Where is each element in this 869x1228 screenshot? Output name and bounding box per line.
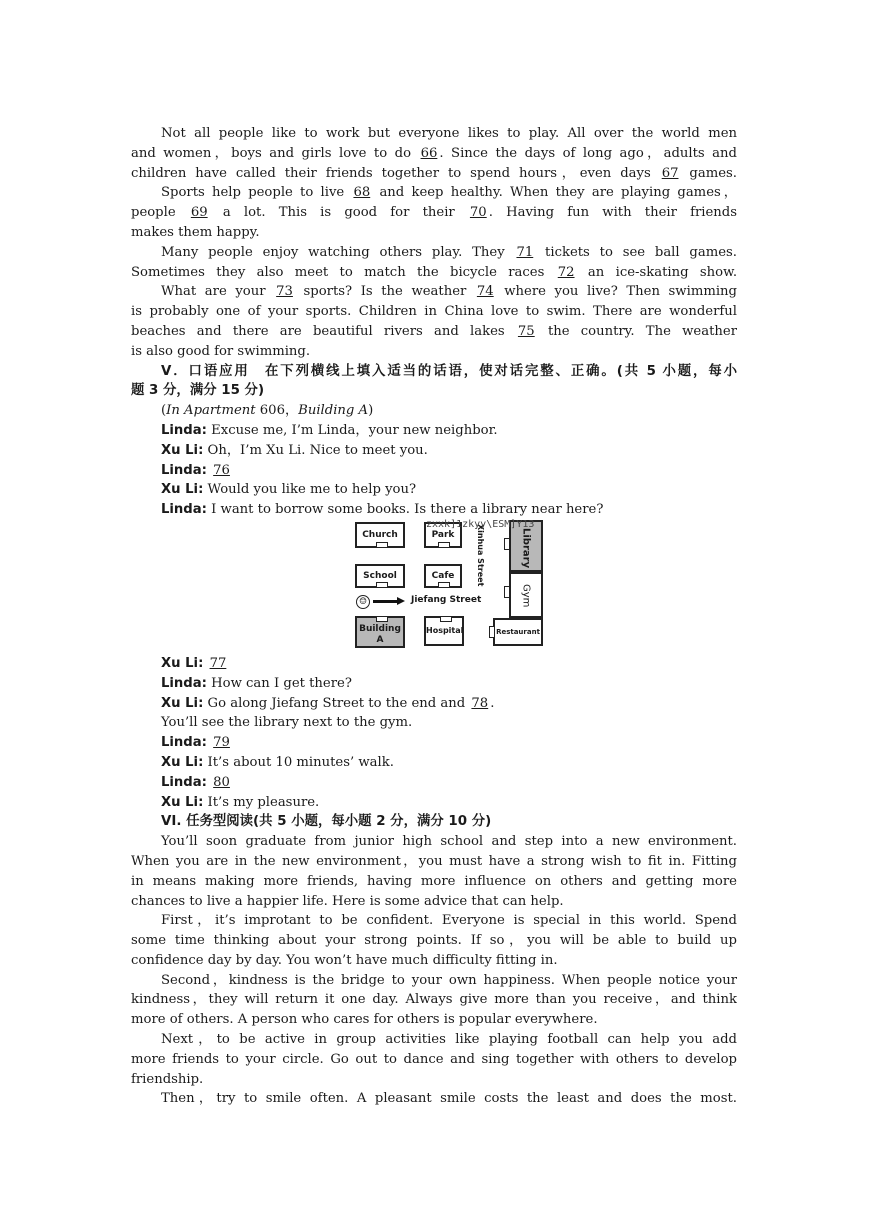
passage-line: Sometimes they also meet to match the bicycle races 72 an ice-skating show. <box>131 263 737 283</box>
person-icon: ☺ <box>356 595 370 609</box>
blank-76[interactable]: 76 <box>213 462 230 478</box>
dialogue-line: Linda: 79 <box>131 733 737 753</box>
reading-line: confidence day by day. You won’t have much difficulty fitting in. <box>131 952 558 968</box>
blank-69[interactable]: 69 <box>190 205 208 221</box>
passage-line: people 69 a lot. This is good for their 70 . Having fun with their friends <box>131 203 737 223</box>
dialogue-line: Linda: I want to borrow some books. Is there a library near here? <box>161 502 604 518</box>
hospital-building: Hospital <box>424 616 464 646</box>
reading-line: in means making more friends, having more influence on others and getting more <box>131 873 737 889</box>
gym-building: Gym <box>509 572 543 618</box>
reading-line: Then，try to smile often. A pleasant smile costs the least and does the most. <box>161 1091 737 1107</box>
arrow-right-icon <box>373 600 399 603</box>
reading-line: When you are in the new environment，you must have a strong wish to fit in. Fitting <box>131 853 737 869</box>
section-heading: 题 3 分，满分 15 分) <box>131 383 265 399</box>
reading-line: some time thinking about your strong points. If so，you will be able to build up <box>131 933 737 949</box>
blank-68[interactable]: 68 <box>353 185 371 201</box>
reading-line: Next，to be active in group activities like playing football can help you add <box>161 1032 737 1048</box>
map-figure <box>131 520 737 654</box>
passage-line: Sports help people to live 68 and keep healthy. When they are playing games， <box>131 183 737 203</box>
street-map <box>355 520 545 650</box>
section-heading: VI. 任务型阅读(共 5 小题，每小题 2 分，满分 10 分) <box>161 814 492 830</box>
dialogue-line: You’ll see the library next to the gym. <box>161 715 413 731</box>
reading-line: more of others. A person who cares for others is popular everywhere. <box>131 1012 598 1028</box>
watermark: zxxk]1zkyy\ESM]Y13 <box>426 518 535 530</box>
restaurant-door <box>489 626 495 638</box>
passage-line: makes them happy. <box>131 224 260 240</box>
blank-71[interactable]: 71 <box>516 244 534 260</box>
dialogue-setting: (In Apartment 606，Building A) <box>161 403 374 419</box>
dialogue-line: Linda: Excuse me, I’m Linda，your new neighbor. <box>161 422 498 438</box>
passage-line: and women，boys and girls love to do 66 . Since the days of long ago，adults and <box>131 144 737 164</box>
dialogue-line: Xu Li: It’s my pleasure. <box>161 794 320 810</box>
restaurant-building: Restaurant <box>493 618 543 646</box>
dialogue-line: Linda: How can I get there? <box>161 675 352 691</box>
blank-78[interactable]: 78 <box>471 695 489 711</box>
section-heading: V．口语应用 在下列横线上填入适当的话语，使对话完整、正确。(共 5 小题，每小 <box>161 363 737 379</box>
dialogue-line: Xu Li: 77 <box>131 654 737 674</box>
library-door <box>504 538 510 550</box>
passage-line: Not all people like to work but everyone likes to play. All over the world men <box>161 126 737 141</box>
passage-line: children have called their friends together to spend hours，even days 67 games. <box>131 164 737 184</box>
blank-66[interactable]: 66 <box>420 145 438 161</box>
dialogue-line: Xu Li: It’s about 10 minutes’ walk. <box>161 754 394 770</box>
reading-line: kindness，they will return it one day. Always give more than you receive，and think <box>131 992 737 1008</box>
blank-74[interactable]: 74 <box>476 284 494 300</box>
exam-page <box>131 124 737 1109</box>
passage-line: What are your 73 sports? Is the weather 74 where you live? Then swimming <box>131 282 737 302</box>
passage-line: is probably one of your sports. Children in China love to swim. There are wonderful <box>131 304 737 320</box>
blank-73[interactable]: 73 <box>276 284 293 300</box>
park-area: Park <box>424 522 462 548</box>
arrow-head-icon <box>397 597 405 605</box>
passage-line: Many people enjoy watching others play. They 71 tickets to see ball games. <box>131 243 737 263</box>
cafe-building: Cafe <box>424 564 462 588</box>
library-building: Library <box>509 520 543 572</box>
dialogue-line: Xu Li: Would you like me to help you? <box>161 482 417 498</box>
blank-80[interactable]: 80 <box>213 774 230 790</box>
reading-line: You’ll soon graduate from junior high school and step into a new environment. <box>161 834 737 850</box>
reading-line: First，it’s improtant to be confident. Everyone is special in this world. Spend <box>161 913 737 929</box>
blank-75[interactable]: 75 <box>517 323 535 339</box>
reading-line: more friends to your circle. Go out to dance and sing together with others to develop <box>131 1051 737 1067</box>
blank-70[interactable]: 70 <box>469 205 487 221</box>
dialogue-line: Linda: 76 <box>131 461 737 481</box>
reading-line: Second，kindness is the bridge to your own happiness. When people notice your <box>161 972 737 988</box>
church-building: Church <box>355 522 405 548</box>
building-a: Building A <box>355 616 405 648</box>
passage-line: beaches and there are beautiful rivers and lakes 75 the country. The weather <box>131 322 737 342</box>
xinhua-street-label: Xinhua Street <box>476 523 485 587</box>
dialogue-line: Xu Li: Go along Jiefang Street to the end and 78 . <box>131 694 737 714</box>
passage-line: is also good for swimming. <box>131 343 311 359</box>
blank-79[interactable]: 79 <box>213 735 230 751</box>
dialogue-line: Xu Li: Oh，I’m Xu Li. Nice to meet you. <box>161 442 428 458</box>
blank-77[interactable]: 77 <box>209 655 227 671</box>
dialogue-line: Linda: 80 <box>131 773 737 793</box>
school-building: School <box>355 564 405 588</box>
gym-door <box>504 586 510 598</box>
jiefang-street-label: Jiefang Street <box>411 594 482 605</box>
blank-72[interactable]: 72 <box>557 264 575 280</box>
reading-line: friendship. <box>131 1071 204 1087</box>
reading-line: chances to live a happier life. Here is some advice that can help. <box>131 893 564 909</box>
blank-67[interactable]: 67 <box>661 165 679 181</box>
